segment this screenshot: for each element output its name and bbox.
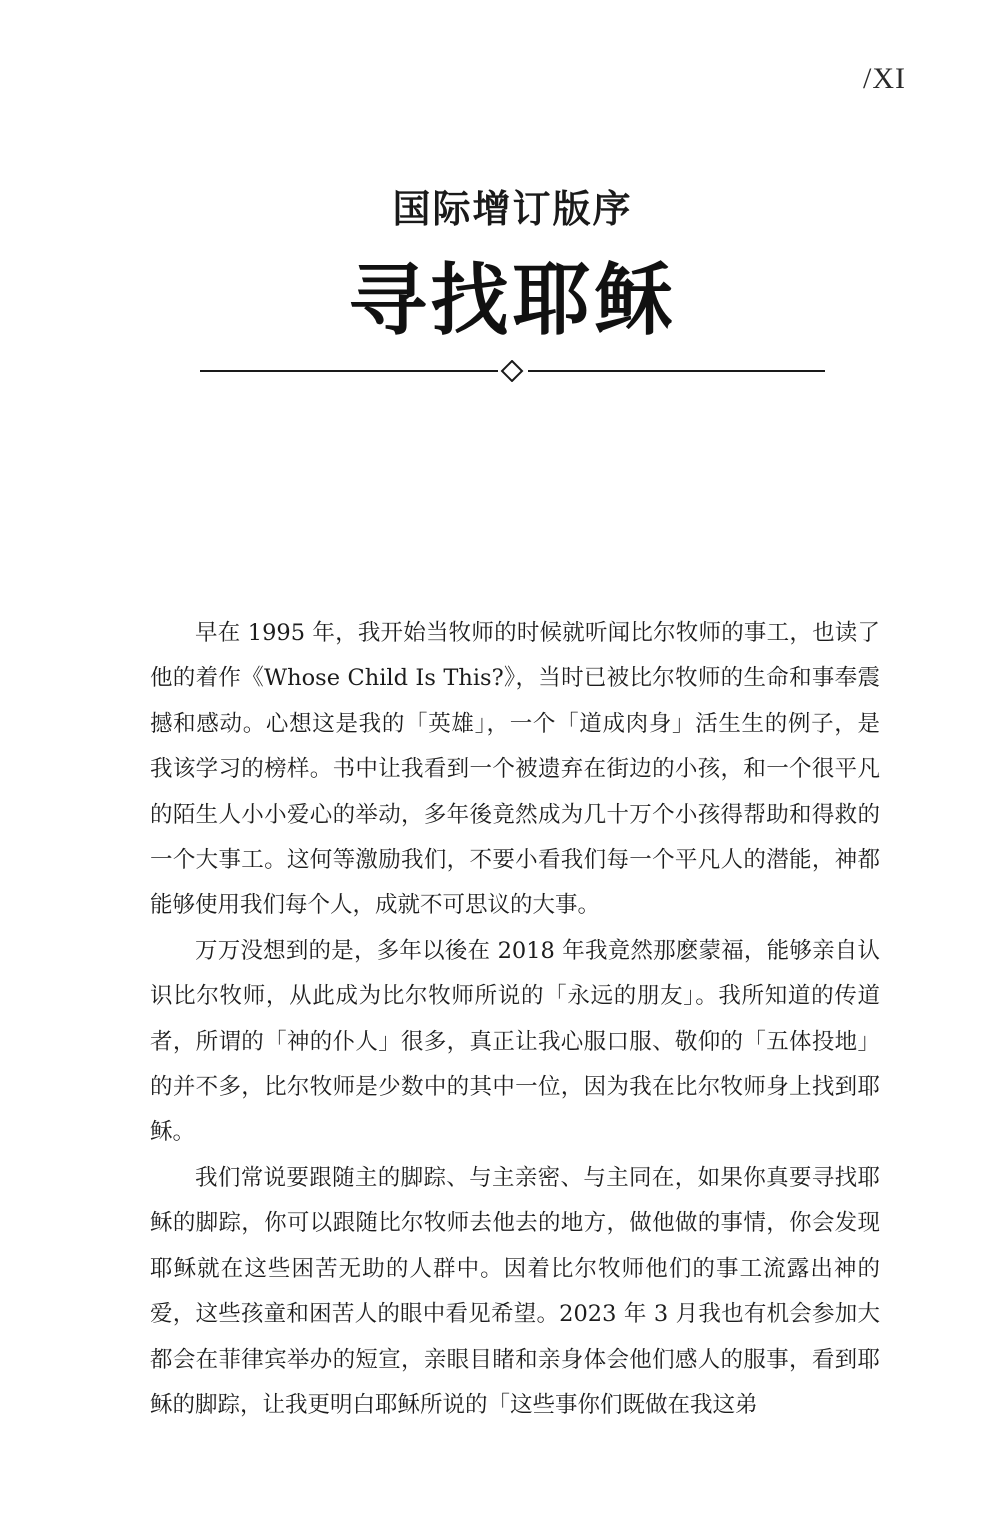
section-subtitle: 国际增订版序 (392, 187, 633, 231)
body-text (150, 611, 880, 1428)
page-number: /XI (863, 62, 906, 95)
divider-diamond-icon (502, 361, 522, 381)
chapter-title: 寻找耶稣 (348, 256, 677, 346)
paragraph-3: 我们常说要跟随主的脚踪、与主亲密、与主同在，如果你真要寻找耶稣的脚踪，你可以跟随比尔牧师去他去的地方，做他做的事情，你会发现耶稣就在这些困苦无助的人群中。因着比尔牧师他们的事工流露出神的爱，这些孩童和困苦人的眼中看见希望。2023 年 3 月我也有机会参加大都会在菲律宾举办的短宣，亲眼目睹和亲身体会他们感人的服事，看到耶稣的脚踪，让我更明白耶稣所说的「这些事你们既做在我这弟 (150, 1164, 880, 1418)
paragraph-1: 早在 1995 年，我开始当牧师的时候就听闻比尔牧师的事工，也读了他的着作《Whose Child Is This?》，当时已被比尔牧师的生命和事奉震撼和感动。心想这是我的「英雄」，一个「道成肉身」活生生的例子，是我该学习的榜样。书中让我看到一个被遗弃在街边的小孩，和一个很平凡的陌生人小小爱心的举动，多年後竟然成为几十万个小孩得帮助和得救的一个大事工。这何等激励我们，不要小看我们每一个平凡人的潜能，神都能够使用我们每个人，成就不可思议的大事。 (150, 620, 880, 919)
paragraph-2: 万万没想到的是，多年以後在 2018 年我竟然那麽蒙福，能够亲自认识比尔牧师，从此成为比尔牧师所说的「永远的朋友」。我所知道的传道者，所谓的「神的仆人」很多，真正让我心服口服、敬仰的「五体投地」的并不多，比尔牧师是少数中的其中一位，因为我在比尔牧师身上找到耶稣。 (150, 937, 880, 1146)
ornamental-divider (200, 360, 825, 382)
